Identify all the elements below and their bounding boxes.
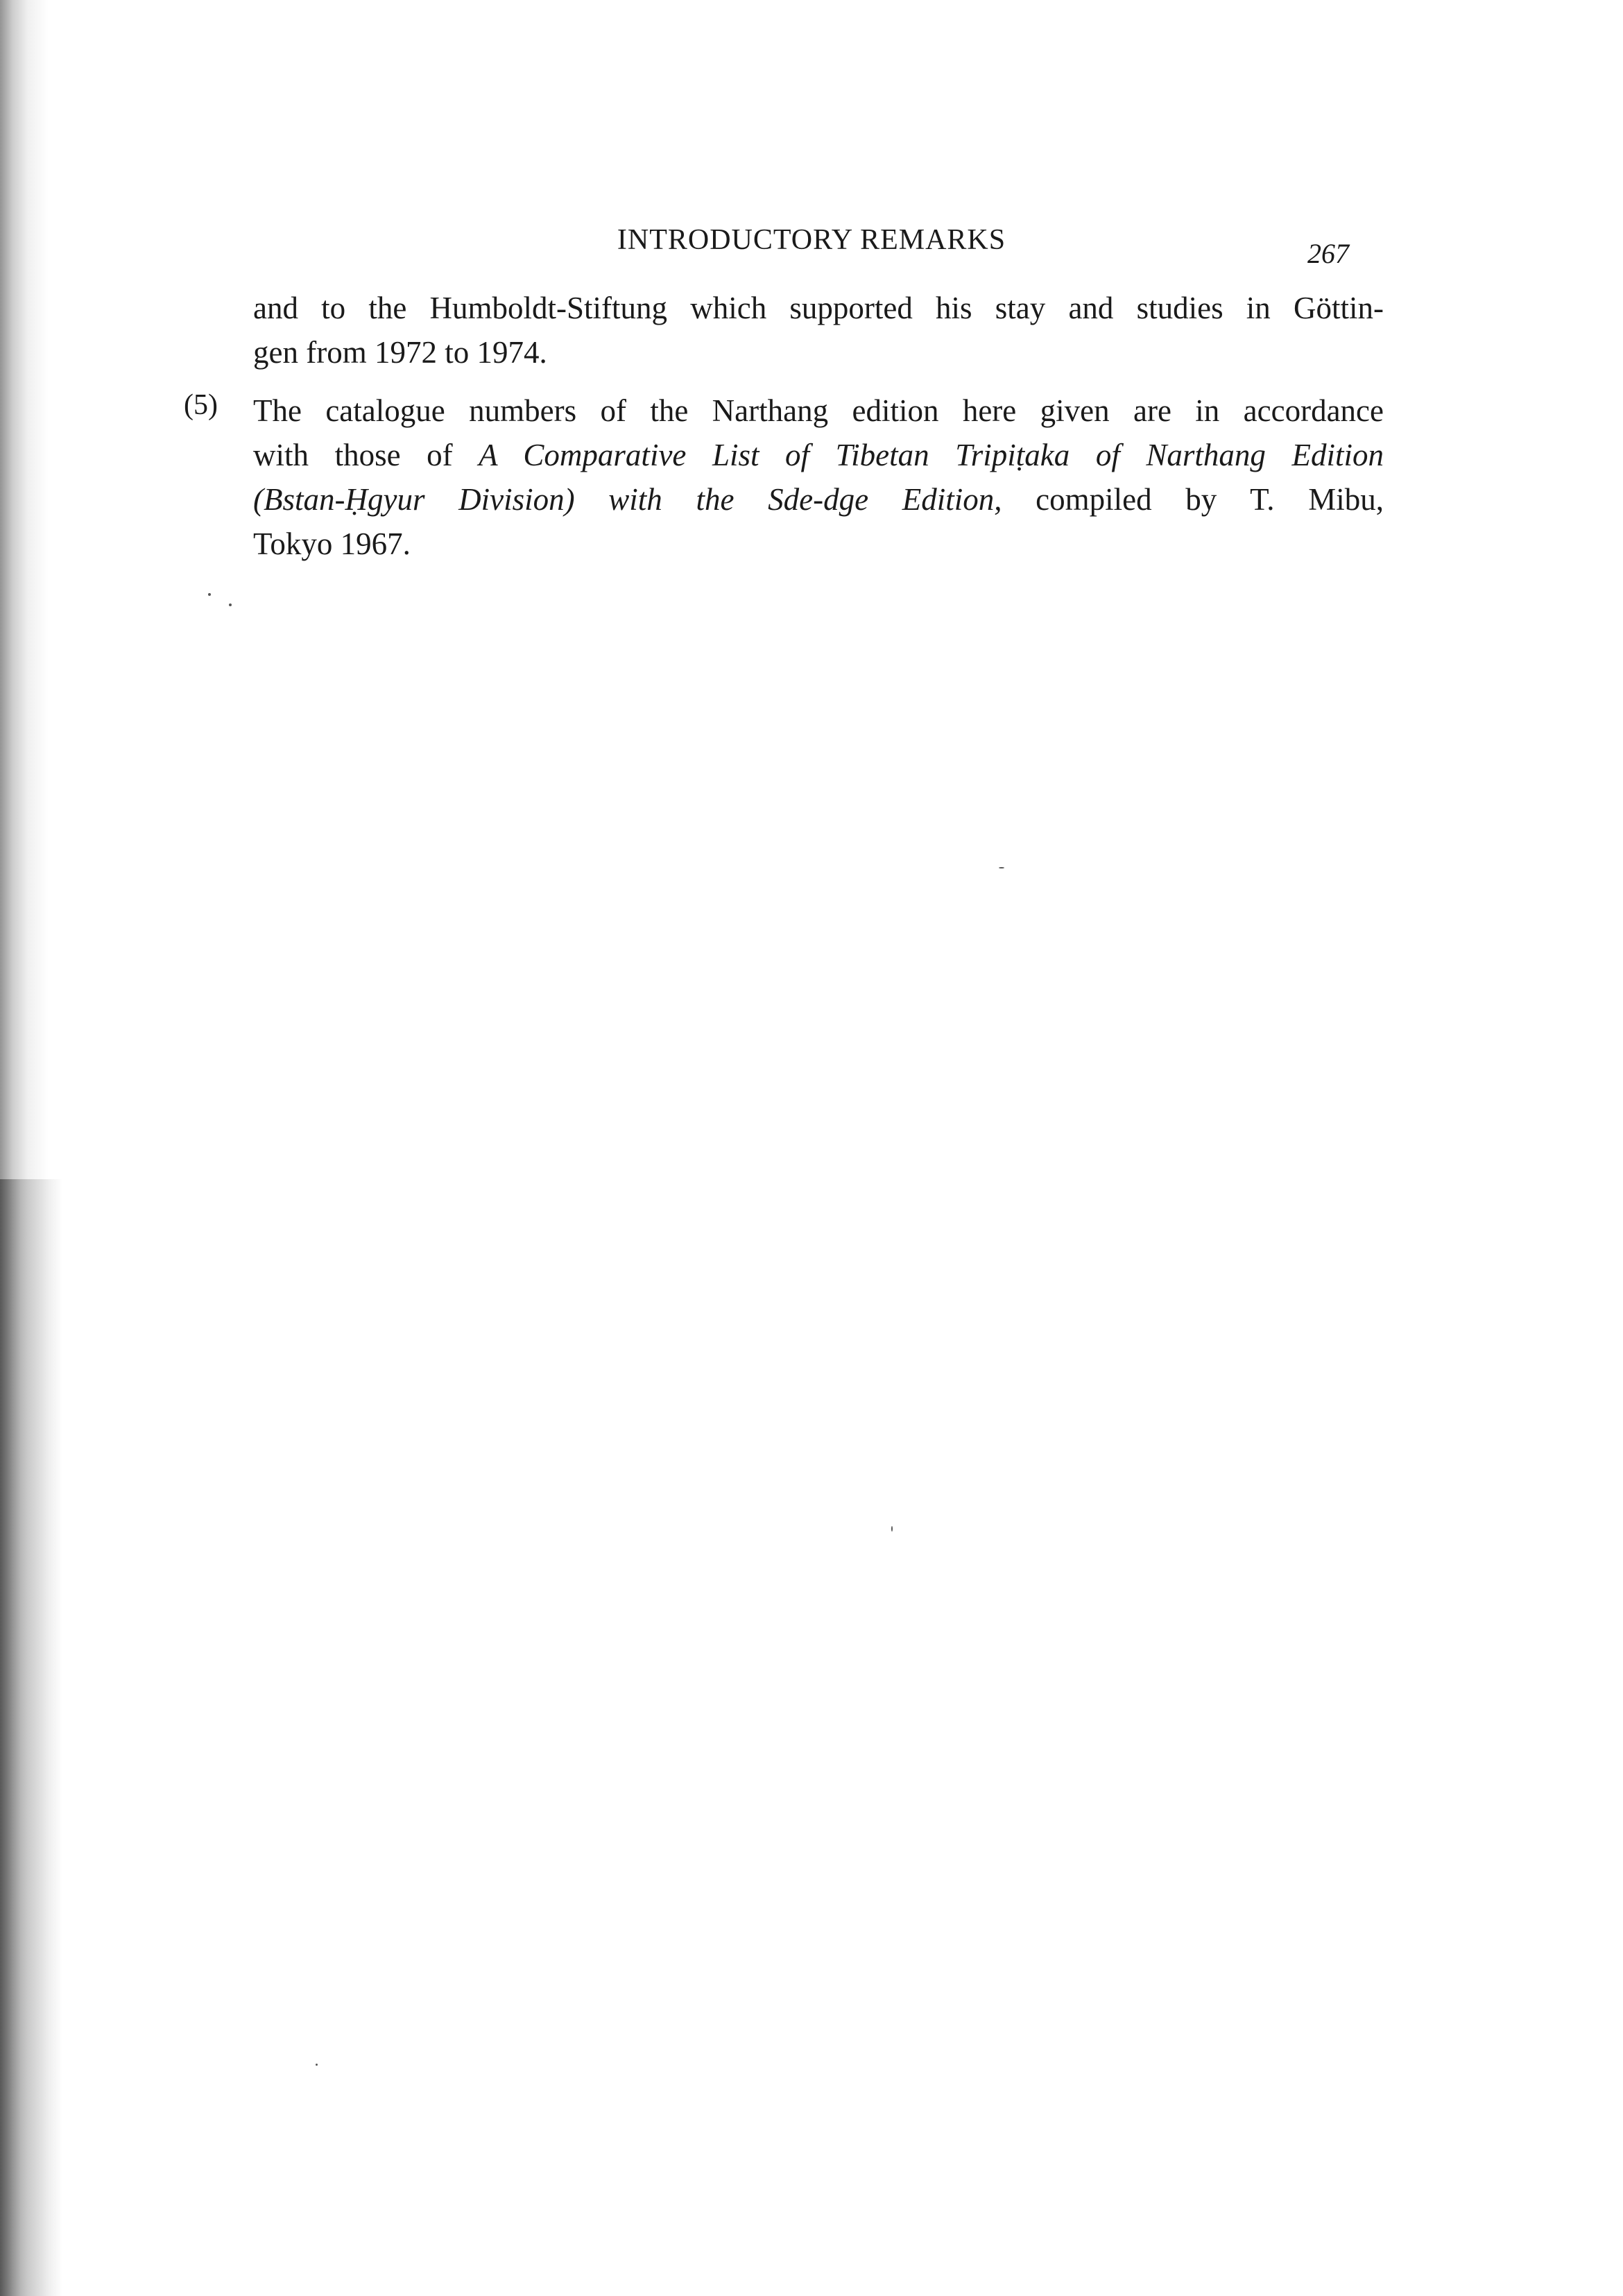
paragraph-line: and to the Humboldt-Stiftung which supported his stay and studies in Göttin- (253, 291, 1384, 325)
note-number: (5) (184, 389, 218, 421)
note-line (253, 477, 1384, 522)
paragraph-line: gen from 1972 to 1974. (253, 335, 547, 370)
continued-paragraph (253, 286, 1384, 375)
note-line: The catalogue numbers of the Narthang edition here given are in accordance (253, 393, 1384, 428)
page-number: 267 (1307, 238, 1349, 269)
note-text-plain: with those of (253, 438, 479, 472)
note-line (253, 433, 1384, 477)
cited-title-continued: (Bstan-Ḥgyur Division) with the Sde-dge Edition, (253, 482, 1002, 517)
scan-speck (208, 593, 211, 596)
note-text-plain: compiled by T. Mibu, (1002, 482, 1384, 517)
note-5-text (253, 388, 1384, 566)
cited-title: A Comparative List of Tibetan Tripiṭaka of Narthang Edition (479, 438, 1384, 472)
scan-speck (229, 603, 232, 606)
scan-speck (316, 2064, 318, 2066)
scan-binding-shadow-lower (0, 1179, 62, 2296)
note-line: Tokyo 1967. (253, 526, 411, 561)
scan-speck (999, 867, 1004, 868)
running-head: INTRODUCTORY REMARKS (617, 224, 1006, 256)
scan-speck (891, 1526, 893, 1532)
